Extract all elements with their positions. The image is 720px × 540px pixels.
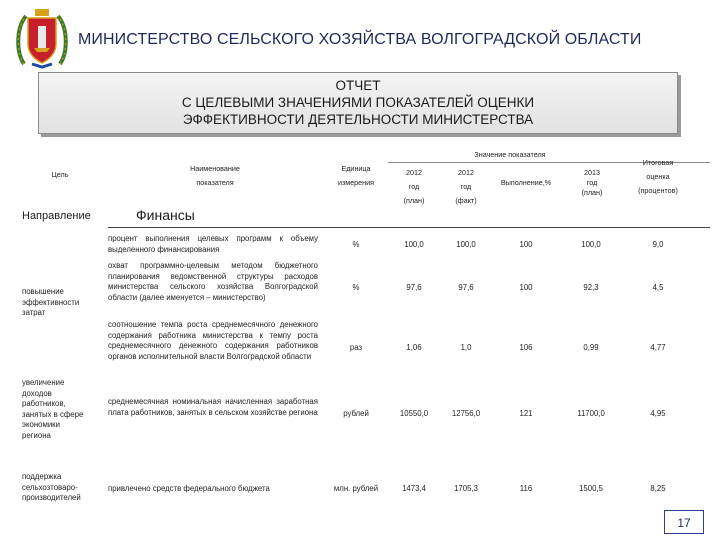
report-title-box [38,72,678,134]
ministry-title: МИНИСТЕРСТВО СЕЛЬСКОГО ХОЗЯЙСТВА ВОЛГОГРАДСКОЙ ОБЛАСТИ [78,31,642,48]
header-plan-2012: 2012 год (план) [403,168,425,205]
score-cell: 4,5 [652,283,664,292]
goal-cost-efficiency: повышение эффективности затрат [22,287,80,318]
score-cell: 4,77 [650,343,666,352]
plan-2012-cell: 1,06 [406,343,422,352]
plan-2013-cell: 0,99 [583,343,599,352]
indicator-text: привлечено средств федерального бюджета [108,484,270,493]
direction-value: Финансы [136,207,195,223]
goal-producer-support: поддержка сельхозтоваро- производителей [22,472,81,503]
header-value-group: Значение показателя [474,150,546,159]
plan-2012-cell: 1473,4 [402,484,426,493]
score-cell: 9,0 [652,240,664,249]
header-goal: Цель [51,170,69,179]
unit-cell: раз [349,343,363,352]
completion-cell: 100 [519,240,533,249]
page-number: 17 [664,510,704,534]
indicator-text: соотношение темпа роста среднемесячного денежного содержания работника министерства к темпу роста среднемесячного денежного содержания работников органов исполнительной власти Волгоградской области [108,320,318,361]
header-indicator-name: Наименование показателя [190,164,240,187]
coat-of-arms-icon [14,6,70,70]
indicator-text: процент выполнения целевых программ к объему выделенного финансирования [108,234,318,254]
fact-2012-cell: 100,0 [456,240,476,249]
header-plan-2013: 2013 год (план) [581,168,603,197]
plan-2013-cell: 1500,5 [579,484,603,493]
unit-cell: % [352,240,360,249]
completion-cell: 106 [519,343,533,352]
completion-cell: 100 [519,283,533,292]
plan-2013-cell: 92,3 [583,283,599,292]
completion-cell: 121 [519,409,533,418]
score-cell: 4,95 [650,409,666,418]
fact-2012-cell: 12756,0 [451,409,481,418]
report-title-line: ОТЧЕТ [335,78,381,93]
fact-2012-cell: 1705,3 [454,484,478,493]
plan-2012-cell: 100,0 [404,240,424,249]
header-completion: Выполнение,% [500,178,552,187]
direction-label: Направление [22,210,91,222]
completion-cell: 116 [519,484,533,493]
plan-2013-cell: 100,0 [581,240,601,249]
fact-2012-cell: 1,0 [460,343,472,352]
indicator-text: охват программно-целевым методом бюджетного планирования ведомственной структуры расходов министерства сельского хозяйства Волгоградской области (далее именуется – министерство) [108,261,318,302]
report-title-line: С ЦЕЛЕВЫМИ ЗНАЧЕНИЯМИ ПОКАЗАТЕЛЕЙ ОЦЕНКИ [181,95,535,110]
plan-2013-cell: 11700,0 [577,409,605,418]
score-cell: 8,25 [650,484,666,493]
header-unit: Единица измерения [337,164,375,187]
unit-cell: млн. рублей [333,484,379,493]
header-score: Итоговая оценка (процентов) [638,158,678,195]
section-divider [108,227,710,228]
header-fact-2012: 2012 год (факт) [455,168,477,205]
unit-cell: % [352,283,360,292]
goal-income-growth: увеличение доходов работников, занятых в сфере экономики региона [22,378,84,440]
indicator-text: среднемесячная номинальная начисленная заработная плата работников, занятых в сельском хозяйстве региона [108,397,318,417]
fact-2012-cell: 97,6 [458,283,474,292]
unit-cell: рублей [343,409,369,418]
plan-2012-cell: 97,6 [406,283,422,292]
plan-2012-cell: 10550,0 [399,409,429,418]
report-title-line: ЭФФЕКТИВНОСТИ ДЕЯТЕЛЬНОСТИ МИНИСТЕРСТВА [182,112,534,127]
